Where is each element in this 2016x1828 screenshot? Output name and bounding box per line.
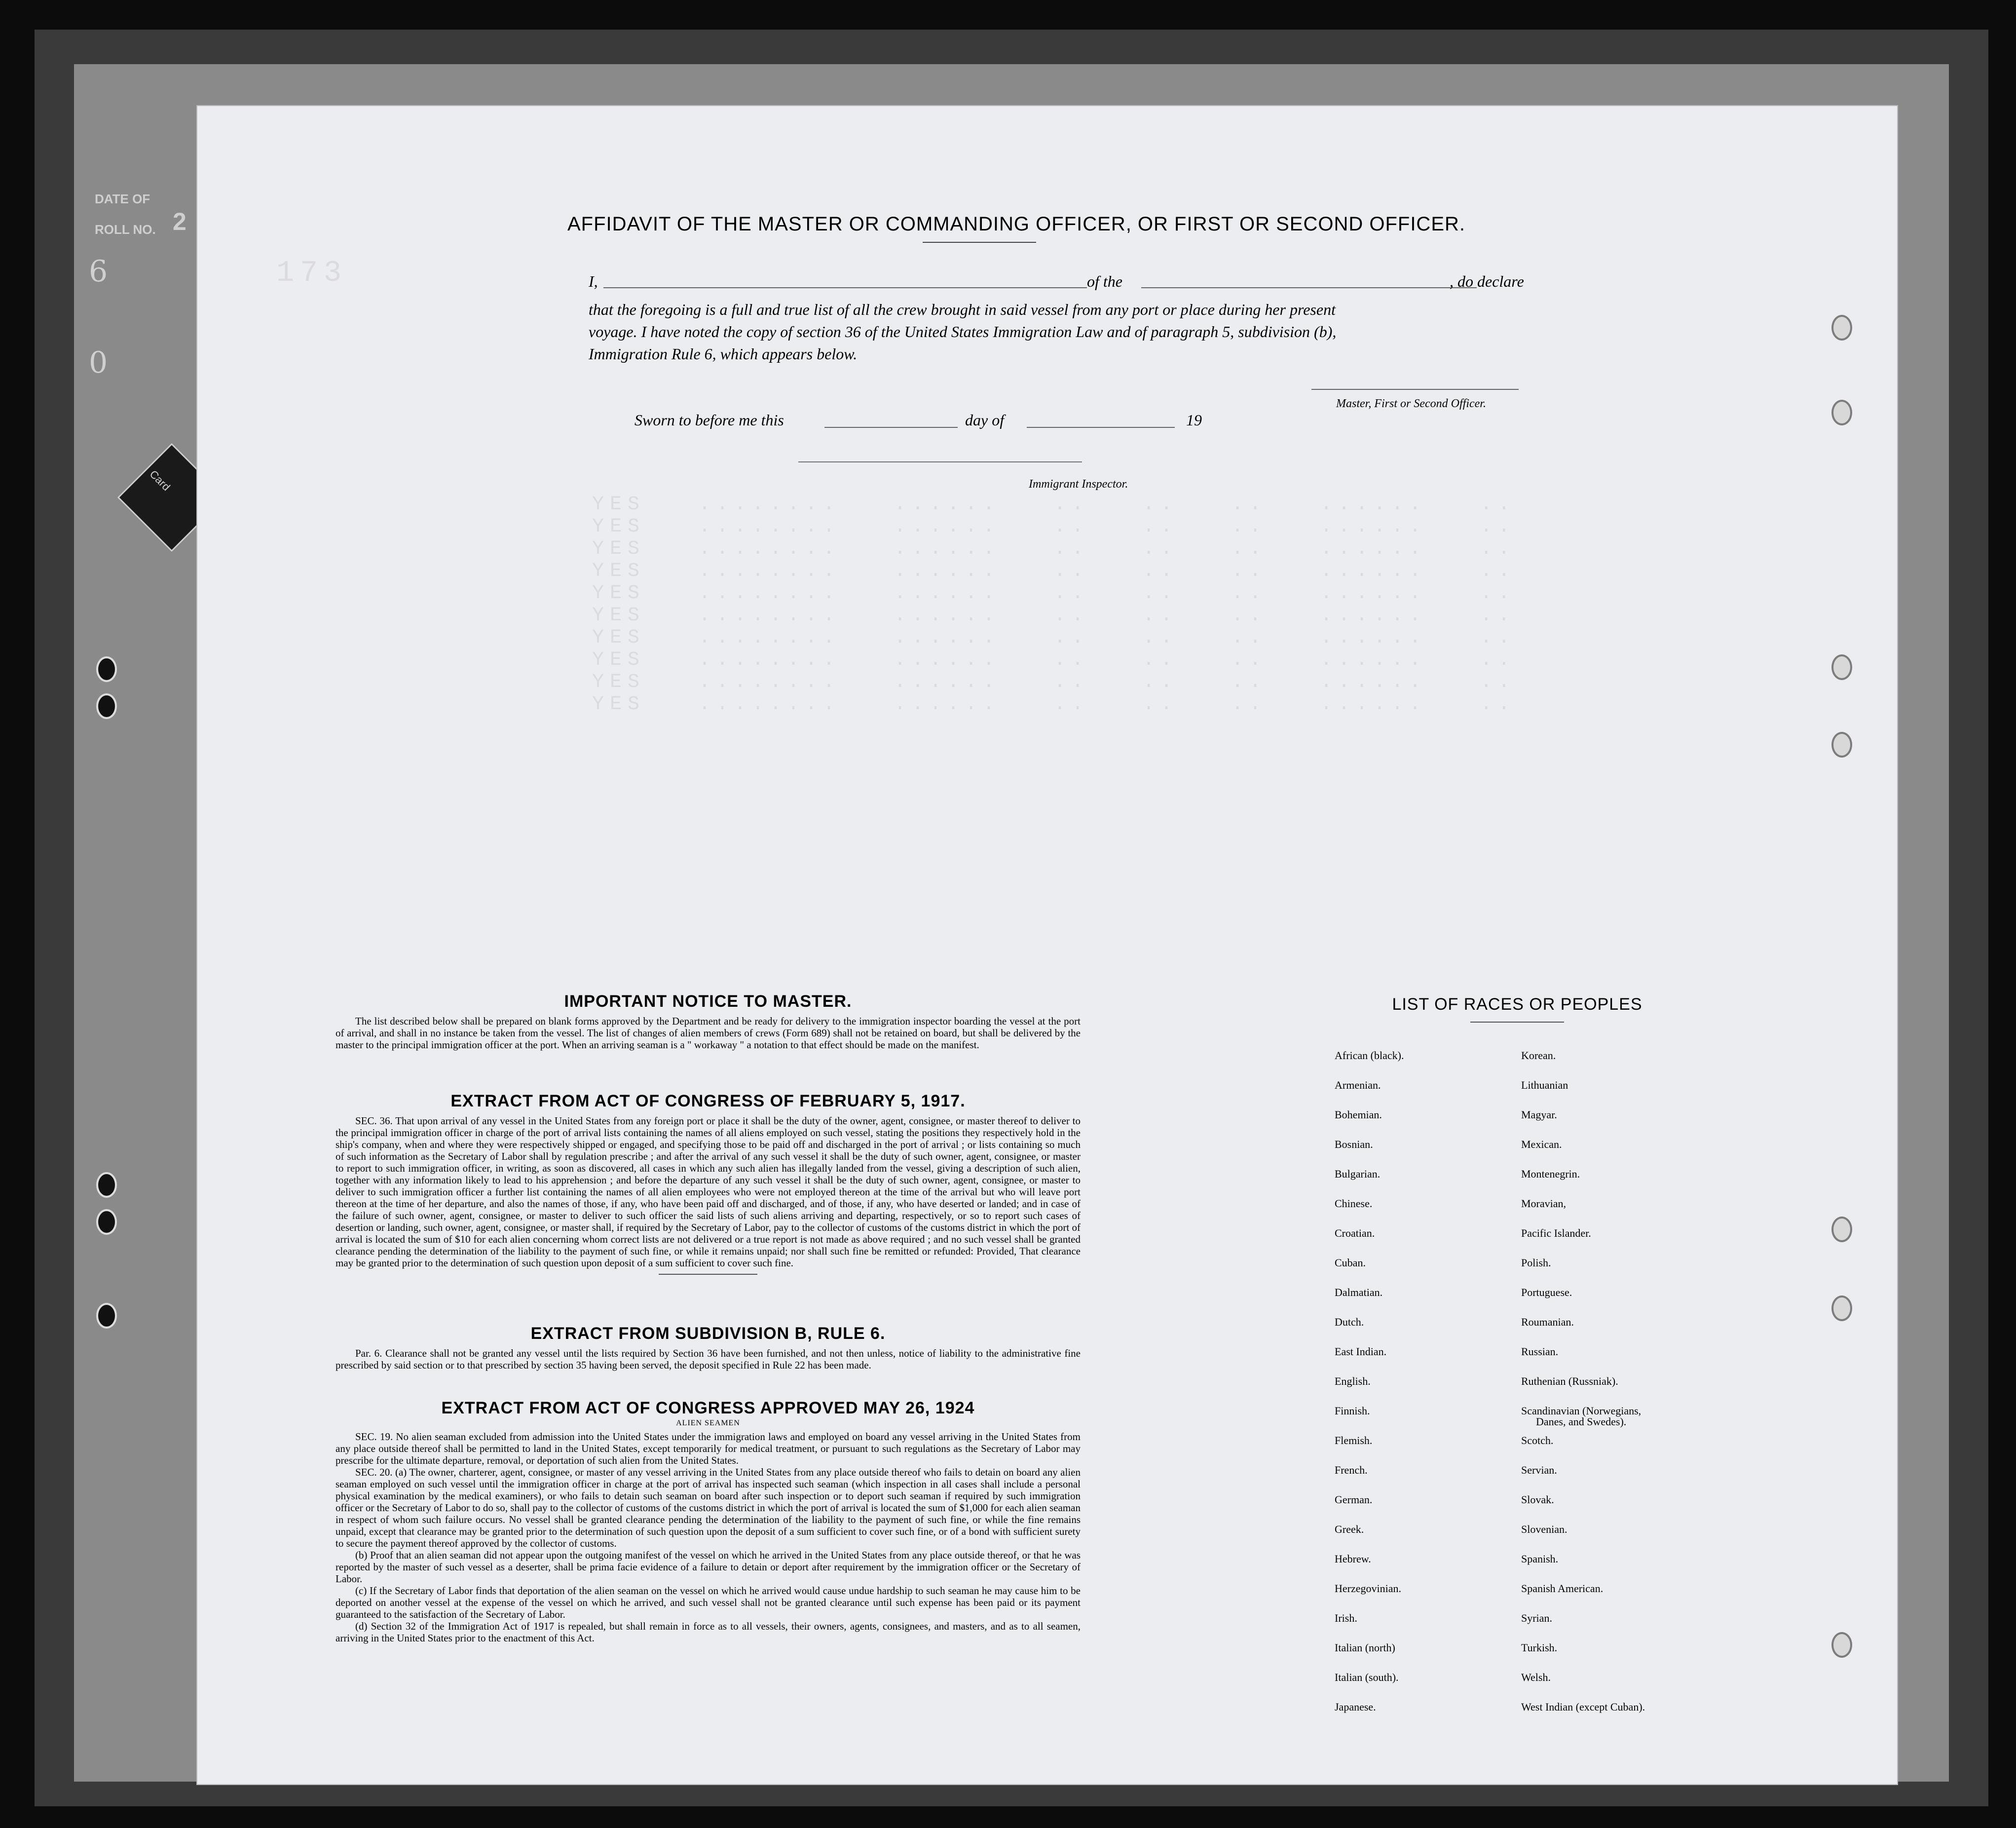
race-item: Ruthenian (Russniak).: [1521, 1375, 1618, 1387]
race-item: French.: [1335, 1464, 1368, 1476]
race-item: Portuguese.: [1521, 1286, 1572, 1298]
day-of-label: day of: [965, 411, 1005, 429]
race-item: Slovak.: [1521, 1493, 1554, 1506]
race-item: Polish.: [1521, 1257, 1551, 1269]
punch-hole: [96, 1172, 117, 1198]
officer-signature-field[interactable]: [1311, 389, 1519, 390]
vessel-name-field[interactable]: [1141, 287, 1477, 288]
race-item: Cuban.: [1335, 1257, 1366, 1269]
race-item: Hebrew.: [1335, 1553, 1371, 1565]
extract-1924-paragraph: SEC. 19. No alien seaman excluded from admission into the United States under the immigration laws and employed on board any vessel arriving in the United States from any place outside thereof shall be permitted to land in the United States, except temporarily for medical treatment, or pursuant to such regulations as the Secretary of Labor may prescribe for the ultimate departure, removal, or deportation of such alien from the United States.: [336, 1431, 1081, 1466]
affidavit-body: [589, 299, 1585, 365]
race-item: Armenian.: [1335, 1079, 1381, 1091]
race-item: Spanish American.: [1521, 1582, 1604, 1595]
punch-hole: [96, 1303, 117, 1329]
races-title: LIST OF RACES OR PEOPLES: [1392, 995, 1643, 1014]
race-item: Syrian.: [1521, 1612, 1552, 1624]
extract-1924-paragraph: (c) If the Secretary of Labor finds that deportation of the alien seaman on the vessel on which he arrived would cause undue hardship to such seaman he may cause him to be deported on another vessel at the expense of the vessel on which he arrived, and such vessel shall not be granted clearance until such expense has been paid or its payment guaranteed to the satisfaction of the Secretary of Labor.: [336, 1585, 1081, 1620]
race-item: Japanese.: [1335, 1701, 1376, 1713]
races-right-column: [1521, 1050, 1645, 1731]
margin-note-number: 2: [173, 208, 187, 235]
race-item: English.: [1335, 1375, 1371, 1387]
race-item: Croatian.: [1335, 1227, 1375, 1239]
race-item: East Indian.: [1335, 1345, 1387, 1358]
notice-body-text: The list described below shall be prepared on blank forms approved by the Department and be ready for delivery to the immigration inspector boarding the vessel at the port of arrival, and shall in no instance be taken from the vessel. The list of changes of alien members of crews (Form 689) shall not be retained on board, but shall be delivered by the master to the principal immigration officer at the port. When an arriving seaman is a " workaway " a notation to that effect should be made on the manifest.: [336, 1015, 1081, 1051]
of-the-label: of the: [1087, 272, 1122, 290]
extract-1924-paragraph: (b) Proof that an alien seaman did not appear upon the outgoing manifest of the vessel on which he arrived in the United States from any place outside thereof, or that he was reported by the master of such vessel as a deserter, shall be prima facie evidence of a failure to detain or deport after requirement by the immigration officer or the Secretary of Labor.: [336, 1549, 1081, 1585]
year-prefix: 19: [1186, 411, 1202, 429]
race-item: Magyar.: [1521, 1108, 1557, 1121]
races-left-column: [1335, 1050, 1404, 1731]
affidavit-body-line: Immigration Rule 6, which appears below.: [589, 345, 858, 363]
race-item: Bulgarian.: [1335, 1168, 1381, 1180]
extract-1917-body: [336, 1115, 1081, 1269]
race-item: Italian (south).: [1335, 1671, 1399, 1683]
i-label: I,: [589, 272, 598, 290]
races-title-rule: [1470, 1022, 1564, 1023]
race-item: Herzegovinian.: [1335, 1582, 1401, 1595]
race-item: Pacific Islander.: [1521, 1227, 1591, 1239]
race-item: Greek.: [1335, 1523, 1364, 1535]
sworn-line: [635, 411, 1227, 436]
race-item: West Indian (except Cuban).: [1521, 1701, 1645, 1713]
race-item: German.: [1335, 1493, 1373, 1506]
margin-note-date: DATE OF: [95, 191, 150, 206]
extract-1924-section: [336, 1399, 1081, 1644]
punch-hole: [1831, 1632, 1852, 1658]
race-item: Bohemian.: [1335, 1108, 1382, 1121]
affidavit-body-line: voyage. I have noted the copy of section 36 of the United States Immigration Law and of paragraph 5, subdivision (b),: [589, 323, 1337, 341]
margin-scribble-mid: 0: [89, 345, 108, 380]
notice-body: [336, 1015, 1081, 1051]
notice-section: [336, 992, 1081, 1051]
bleedthrough-number: 173: [276, 257, 348, 290]
race-item: Lithuanian: [1521, 1079, 1568, 1091]
punch-hole: [96, 693, 117, 719]
inspector-caption: Immigrant Inspector.: [1029, 478, 1128, 491]
extract-1917-title: EXTRACT FROM ACT OF CONGRESS OF FEBRUARY 5, 1917.: [450, 1092, 966, 1110]
master-name-field[interactable]: [603, 287, 1087, 288]
race-item: Scotch.: [1521, 1434, 1554, 1447]
race-item: Finnish.: [1335, 1405, 1370, 1417]
race-item: Roumanian.: [1521, 1316, 1574, 1328]
extract-1924-title: EXTRACT FROM ACT OF CONGRESS APPROVED MAY 26, 1924: [441, 1399, 975, 1417]
officer-signature-caption: Master, First or Second Officer.: [1336, 397, 1486, 410]
margin-note-roll: ROLL NO.: [95, 222, 156, 237]
race-item: Flemish.: [1335, 1434, 1373, 1447]
card-stamp: Card: [117, 443, 226, 552]
race-item: Russian.: [1521, 1345, 1559, 1358]
race-item: Slovenian.: [1521, 1523, 1568, 1535]
race-item: Turkish.: [1521, 1641, 1558, 1654]
race-item: Mexican.: [1521, 1138, 1562, 1150]
punch-hole: [1831, 654, 1852, 680]
section-divider: [659, 1274, 757, 1275]
race-item: Dutch.: [1335, 1316, 1364, 1328]
race-item: Dalmatian.: [1335, 1286, 1383, 1298]
sworn-label: Sworn to before me this: [635, 411, 784, 429]
affidavit-body-line: that the foregoing is a full and true list of all the crew brought in said vessel from any port or place during her present: [589, 301, 1336, 318]
extract-1917-section: [336, 1092, 1081, 1275]
punch-hole: [1831, 1295, 1852, 1321]
punch-hole: [1831, 732, 1852, 758]
race-item: Welsh.: [1521, 1671, 1551, 1683]
race-item: Bosnian.: [1335, 1138, 1373, 1150]
notice-title: IMPORTANT NOTICE TO MASTER.: [564, 992, 852, 1011]
sworn-month-field[interactable]: [1027, 427, 1175, 428]
race-item: African (black).: [1335, 1049, 1404, 1062]
sworn-day-field[interactable]: [824, 427, 958, 428]
extract-1924-body: [336, 1431, 1081, 1644]
punch-hole: [1831, 315, 1852, 341]
extract-1917-body-text: SEC. 36. That upon arrival of any vessel in the United States from any foreign port or place it shall be the duty of the owner, agent, consignee, or master thereof to deliver to the principal immigration officer in charge of the port of arrival lists containing the names of all aliens employed on such vessel, stating the positions they respectively hold in the ship's company, when and where they were respectively shipped or engaged, and specifying those to be paid off and discharged in the port of arrival ; or lists containing so much of such information as the Secretary of Labor shall by regulation prescribe ; and after the arrival of any such vessel it shall be the duty of such owner, agent, consignee, or master to report to such immigration officer, in writing, as soon as discovered, all cases in which any such alien has illegally landed from the vessel, giving a description of such alien, together with any information likely to lead to his apprehension ; and before the departure of any such vessel it shall be the duty of such owner, agent, consignee, or master to deliver to such immigration officer a further list containing the names of all alien employees who were not employed thereon at the time of the arrival but who will leave port thereon at the time of her departure, and also the names of those, if any, who have been paid off and discharged, and of those, if any, who have deserted or landed; and in case of the failure of such owner, agent, consignee, or master to deliver to such officer the said lists of such aliens arriving and departing, respectively, or so to report such cases of desertion or landing, such owner, agent, consignee, or master shall, if required by the Secretary of Labor, pay to the collector of customs of the customs district in which the port of arrival is located the sum of $10 for each alien concerning whom correct lists are not delivered or a true report is not made as above required ; and no such vessel shall be granted clearance pending the determination of the liability to the payment of such fine, or while it remains unpaid; nor shall such fine be remitted or refunded: Provided, That clearance may be granted prior to the determination of such question upon deposit of a sum sufficient to cover such fine.: [336, 1115, 1081, 1269]
extract-1924-subtitle: ALIEN SEAMEN: [676, 1419, 740, 1427]
inspector-signature-field[interactable]: [798, 461, 1082, 462]
extract-rule6-title: EXTRACT FROM SUBDIVISION B, RULE 6.: [530, 1324, 886, 1343]
affidavit-declaration-line: [589, 272, 1575, 297]
extract-1924-paragraph: SEC. 20. (a) The owner, charterer, agent, consignee, or master of any vessel arriving in the United States from any place outside thereof who fails to detain on board any alien seaman employed on such vessel until the immigration officer in charge at the port of arrival has inspected such seaman (which inspection in all cases shall include a personal physical examination by the medical examiners), or who fails to detain such seaman on board after such inspection or to deport such seaman if required by such immigration officer or the Secretary of Labor to do so, shall pay to the collector of customs of the customs district in which the port of arrival is located the sum of $1,000 for each alien seaman in respect of whom such failure occurs. No vessel shall be granted clearance pending the determination of the liability to the payment of such fine, or while the fine remains unpaid, except that clearance may be granted prior to the determination of such question upon the deposit of a sum sufficient to cover such fine, or of a bond with sufficient surety to secure the payment thereof approved by the collector of customs.: [336, 1466, 1081, 1549]
extract-1924-paragraph: (d) Section 32 of the Immigration Act of 1917 is repealed, but shall remain in force as to all vessels, their owners, agents, consignees, and masters, and as to all seamen, arriving in the United States prior to the enactment of this Act.: [336, 1620, 1081, 1644]
extract-rule6-body-text: Par. 6. Clearance shall not be granted any vessel until the lists required by Section 36 have been furnished, and not then unless, notice of liability to the administrative fine prescribed by said section or to that prescribed by section 35 having been served, the deposit specified in Rule 22 has been made.: [336, 1347, 1081, 1371]
bleedthrough-rows: YES ........ ...... .. .. .. ...... .. YES ........ ...... .. .. .. ...... .. YES ........ ...... .. .. .. ...... .. YES ........ ...... .. .. .. ...... .. YES ........ ...... .. .. .. ...... .. YES ........ ...... .. .. .. ...... .. YES ........ ...... .. .. .. ...... .. YES ........ ...... .. .. .. ...... .. YES ........ ...... .. .. .. ...... .. YES ........ ...... .. .. .. ...... ..: [592, 494, 1516, 716]
race-item: [1521, 1406, 1645, 1435]
race-item: Chinese.: [1335, 1197, 1373, 1210]
race-item: Moravian,: [1521, 1197, 1567, 1210]
race-item: Korean.: [1521, 1049, 1556, 1062]
race-item: Irish.: [1335, 1612, 1357, 1624]
extract-rule6-section: [336, 1324, 1081, 1371]
margin-scribble-top: 6: [89, 254, 108, 289]
affidavit-title: AFFIDAVIT OF THE MASTER OR COMMANDING OFFICER, OR FIRST OR SECOND OFFICER.: [567, 213, 1465, 235]
declare-label: , do declare: [1450, 272, 1524, 290]
race-item: Italian (north): [1335, 1641, 1395, 1654]
punch-hole: [96, 656, 117, 682]
race-item: Montenegrin.: [1521, 1168, 1580, 1180]
punch-hole: [96, 1209, 117, 1235]
race-item: Servian.: [1521, 1464, 1557, 1476]
punch-hole: [1831, 400, 1852, 425]
race-item-continuation: Danes, and Swedes).: [1536, 1415, 1627, 1428]
extract-rule6-body: [336, 1347, 1081, 1371]
punch-hole: [1831, 1217, 1852, 1242]
race-item: Spanish.: [1521, 1553, 1559, 1565]
race-item-line: Scandinavian (Norwegians,: [1521, 1405, 1642, 1417]
affidavit-title-rule: [923, 242, 1036, 243]
